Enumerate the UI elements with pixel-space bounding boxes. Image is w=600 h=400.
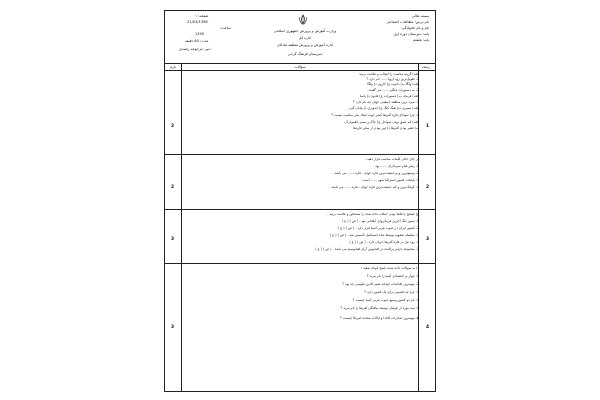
grade-label: پایه: هشتم <box>413 38 429 42</box>
question-1-line: 4- چرا سواحل قاره آفریقا کمتر جهت ایجاد بندر مناسب نیست ؟ <box>331 113 419 117</box>
question-3-number: 3 <box>425 237 429 242</box>
question-1-line: الف) گزینه مناسب را انتخاب و علامت بزنید: <box>358 72 419 76</box>
question-1-line: 2- به دستورات چنگیز ...... می گفتند . <box>366 88 419 92</box>
score-column-label: بارم <box>169 64 177 69</box>
question-4-line: 3- چرا چه اهمیتی برای یک کشور دارد ؟ <box>364 290 419 294</box>
score-column-divider <box>181 63 182 391</box>
question-1-line: الف) فرمان ب) دستورات ج) قانون د) یاسا <box>360 94 419 98</box>
question-3-line: 5- مجموعه جزایر پراکنده در اقیانوس آرام اقیانوسیه می باشد . ( ص ) ( غ ) <box>315 247 419 251</box>
questions-column-label: سوالات <box>294 64 306 69</box>
page-label: صفحه: ۱ <box>195 14 209 18</box>
province-label: اداره کل <box>298 36 312 40</box>
question-4-line: 5- سه مورد از عوامل توسعه نیافتگی آفریقا را نام ببرید ؟ <box>340 306 419 310</box>
row-column-label: ردیف <box>421 64 431 69</box>
duration-label: مدت: 60 دقیقه <box>185 39 209 43</box>
exam-header <box>165 11 435 64</box>
row-divider <box>165 263 435 264</box>
question-3-line: 4- رود نیل در قاره آفریقا جریان دارد . ( ص ) ( غ ) <box>349 240 419 244</box>
question-1-line: 1- طویل‌ترین رود اروپا ...... نام دارد ؟ <box>366 77 419 81</box>
question-2-line: در جای خالی کلمات مناسب قرار دهید . <box>364 157 419 161</box>
exam-date: 21/03/1398 <box>187 20 208 24</box>
school-label: دبیرستان فرهنگ گرجی <box>287 52 323 56</box>
subject-label: نام درس: مطالعات اجتماعی <box>386 20 429 24</box>
row-divider <box>165 209 435 210</box>
question-3-line: 1- تیمور لنگ آخرین فرمانروای ایلخانی بود . ( ص ) ( غ ) <box>341 219 419 223</box>
class-label: پایه: دبیرستان دوره اول <box>393 32 429 36</box>
row-divider <box>165 154 435 155</box>
question-2-score: 2 <box>171 185 175 190</box>
question-4-line: 4- نام دو کشور وسیع جنوب غربی آسیا چیست ؟ <box>352 298 419 302</box>
question-2-line: 1- رهبر قیام سربداران ...... بود . <box>373 164 419 168</box>
question-1-score: 2 <box>171 124 175 129</box>
question-2-number: 2 <box>425 185 429 190</box>
iran-emblem-icon <box>297 14 309 26</box>
time-label: ساعت: <box>220 26 231 30</box>
region-label: اداره آموزش و پرورش منطقه تبادکان <box>276 43 334 47</box>
row-divider <box>165 70 435 71</box>
teacher-label: دبیر: مرجوعه رشیدی <box>179 47 211 51</box>
question-3-line: ج) صحیح یا غلط بودن جملات داده شده را مشخص و علامت بزنید . <box>327 212 419 216</box>
question-2-line: 2- وسیع‌ترین و پرجمعیت‌ترین قاره جهان ، قاره ...... می باشد . <box>332 171 419 175</box>
question-4-line: 2- مهمترین اقدامات خواجه نصیر الدین طوسی چه بود ؟ <box>342 282 419 286</box>
exam-sheet <box>164 10 436 392</box>
time-value: 1300 <box>195 32 205 36</box>
bismillah: بسمه تعالی <box>411 14 429 18</box>
question-4-line: 6- مهمترین صادرات کانادا و ایالات متحده امریکا چیست ؟ <box>340 316 419 320</box>
question-1-line: الف) ولگا ب) دانوب ج) کارون د) ولگا <box>367 82 419 86</box>
ministry-label: وزارت آموزش و پرورش جمهوری اسلامی <box>273 29 337 33</box>
question-4-score: 3 <box>171 325 175 330</box>
question-4-line: د) به سوالات داده شده پاسخ کوتاه بدهید : <box>361 266 419 270</box>
question-2-line: 3- پایتخت کشور استرالیا شهر ...... است . <box>360 178 419 182</box>
question-2-line: 4- کوچک‌ترین و کم جمعیت‌ترین قاره جهان ، قاره ...... می باشد . <box>329 185 419 189</box>
question-4-line: 1- چهار بر اقتصادی آسیا را نام ببرید ؟ <box>366 274 419 278</box>
question-1-line: ب) فقیر بودن آفریقا د) دور بودن از سایر قاره‌ها <box>353 126 419 130</box>
question-3-line: 3- سلسله صفویه توسط شاه اسماعیل تأسیس شد . ( ص ) ( غ ) <box>329 233 419 237</box>
question-1-line: الف) سیبری ب) هنگ کنگ ج) اندونزی د) بیابان گبی <box>348 106 419 110</box>
student-name-label: نام و نام خانوادگی: <box>400 26 429 30</box>
question-1-line: 3- سرد ترین منطقه جمعیتی جهان چه نام دارد ؟ <box>352 100 419 104</box>
question-3-line: 2- کشور ایران در جنوب غربی آسیا قرار دارد . ( ص ) ( غ ) <box>337 226 419 230</box>
question-1-number: 1 <box>425 124 429 129</box>
question-1-line: الف) کم عمق بودن سواحل ج) خاک و بستر ناهموار آن <box>344 120 419 124</box>
question-3-score: 3 <box>171 237 175 242</box>
question-4-number: 4 <box>425 325 429 330</box>
